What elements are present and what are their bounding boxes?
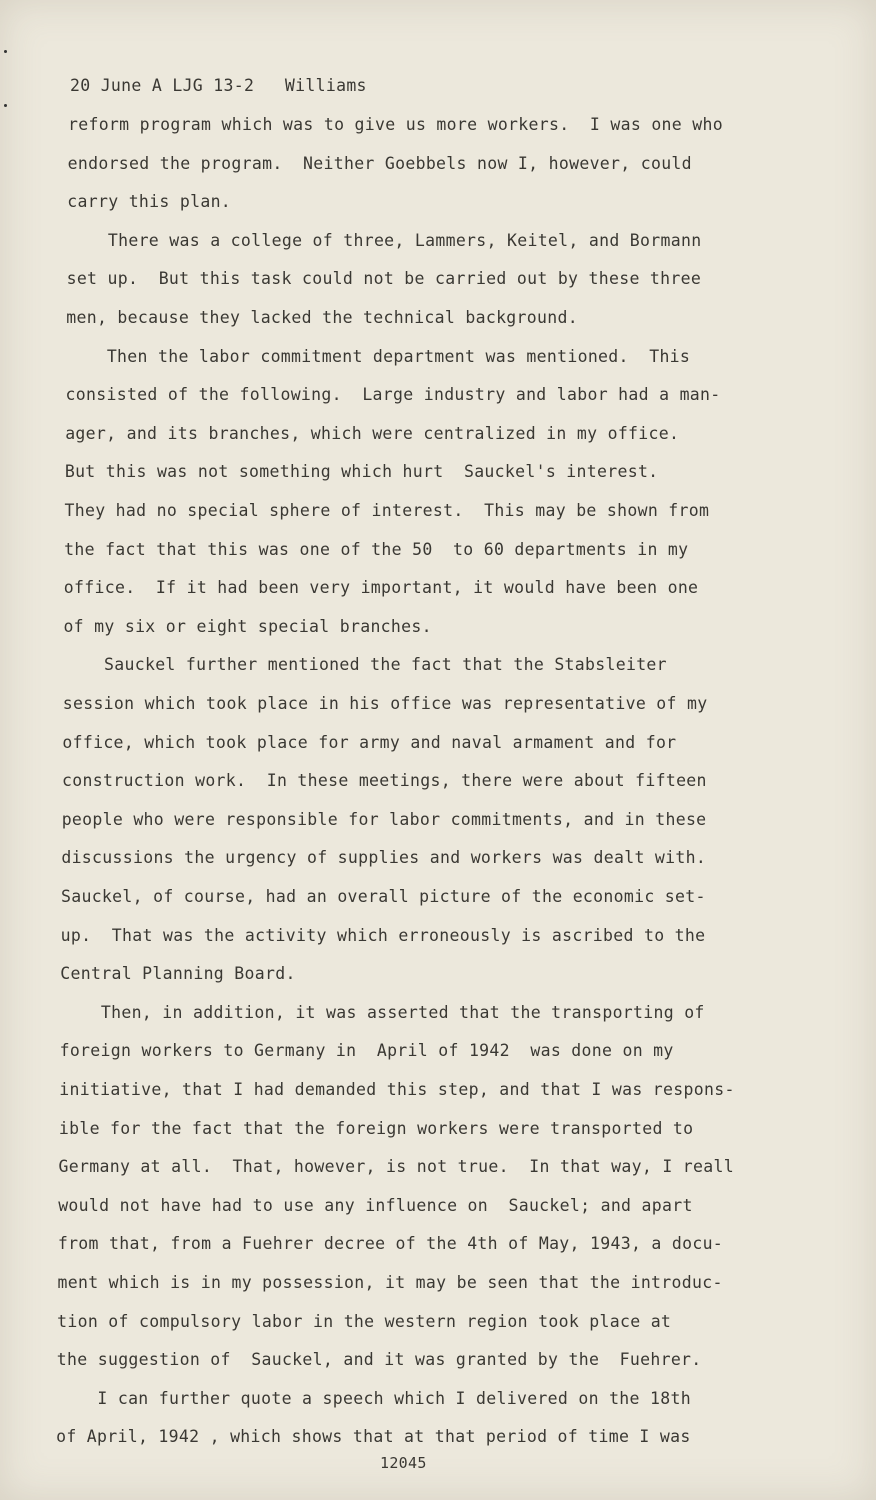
text-line: Then the labor commitment department was mentioned. This: [65, 346, 691, 366]
text-line: tion of compulsory labor in the western region took place at: [57, 1311, 672, 1331]
text-line: consisted of the following. Large industry and labor had a man-: [65, 385, 721, 405]
text-line: would not have had to use any influence on Sauckel; and apart: [58, 1195, 693, 1215]
margin-mark: [4, 104, 7, 107]
text-line: ager, and its branches, which were centralized in my office.: [65, 423, 680, 443]
text-line: Sauckel, of course, had an overall picture of the economic set-: [61, 887, 706, 906]
text-line: foreign workers to Germany in April of 1942 was done on my: [59, 1041, 674, 1061]
text-line: I can further quote a speech which I delivered on the 18th: [56, 1388, 691, 1408]
text-line: men, because they lacked the technical background.: [66, 308, 578, 327]
text-line: ible for the fact that the foreign workers were transported to: [58, 1118, 694, 1138]
page-number: 12045: [380, 1454, 427, 1472]
text-line: the suggestion of Sauckel, and it was granted by the Fuehrer.: [56, 1350, 702, 1370]
text-line: people who were responsible for labor commitments, and in these: [61, 809, 707, 829]
text-line: construction work. In these meetings, there were about fifteen: [62, 771, 707, 791]
text-line: Sauckel further mentioned the fact that the Stabsleiter: [63, 655, 667, 675]
text-line: from that, from a Fuehrer decree of the 4th of May, 1943, a docu-: [57, 1234, 724, 1254]
text-line: ment which is in my possession, it may be seen that the introduc-: [57, 1273, 723, 1292]
text-line: carry this plan.: [67, 192, 232, 212]
text-line: discussions the urgency of supplies and workers was dealt with.: [61, 848, 707, 868]
margin-mark: [4, 50, 7, 53]
text-line: But this was not something which hurt Sauckel's interest.: [64, 462, 659, 482]
text-line: of my six or eight special branches.: [63, 616, 432, 636]
text-line: There was a college of three, Lammers, Keitel, and Bormann: [66, 230, 702, 250]
text-line: set up. But this task could not be carried out by these three: [66, 269, 702, 289]
text-line: initiative, that I had demanded this step, and that I was respons-: [59, 1080, 735, 1099]
text-line: They had no special sphere of interest. This may be shown from: [64, 501, 710, 520]
text-line: office. If it had been very important, it would have been one: [63, 578, 699, 598]
text-line: endorsed the program. Neither Goebbels now I, however, could: [67, 153, 692, 173]
text-line: reform program which was to give us more workers. I was one who: [68, 115, 723, 134]
text-line: the fact that this was one of the 50 to 60 departments in my: [64, 539, 689, 559]
text-line: up. That was the activity which erroneously is ascribed to the: [60, 925, 706, 945]
text-line: Central Planning Board.: [60, 964, 296, 984]
text-line: session which took place in his office was representative of my: [62, 694, 708, 713]
text-line: of April, 1942 , which shows that at that period of time I was: [56, 1427, 691, 1447]
text-line: office, which took place for army and naval armament and for: [62, 732, 677, 752]
text-line: Germany at all. That, however, is not true. In that way, I reall: [58, 1157, 734, 1177]
page-header: 20 June A LJG 13-2 Williams: [70, 76, 367, 95]
text-line: Then, in addition, it was asserted that the transporting of: [59, 1002, 705, 1022]
